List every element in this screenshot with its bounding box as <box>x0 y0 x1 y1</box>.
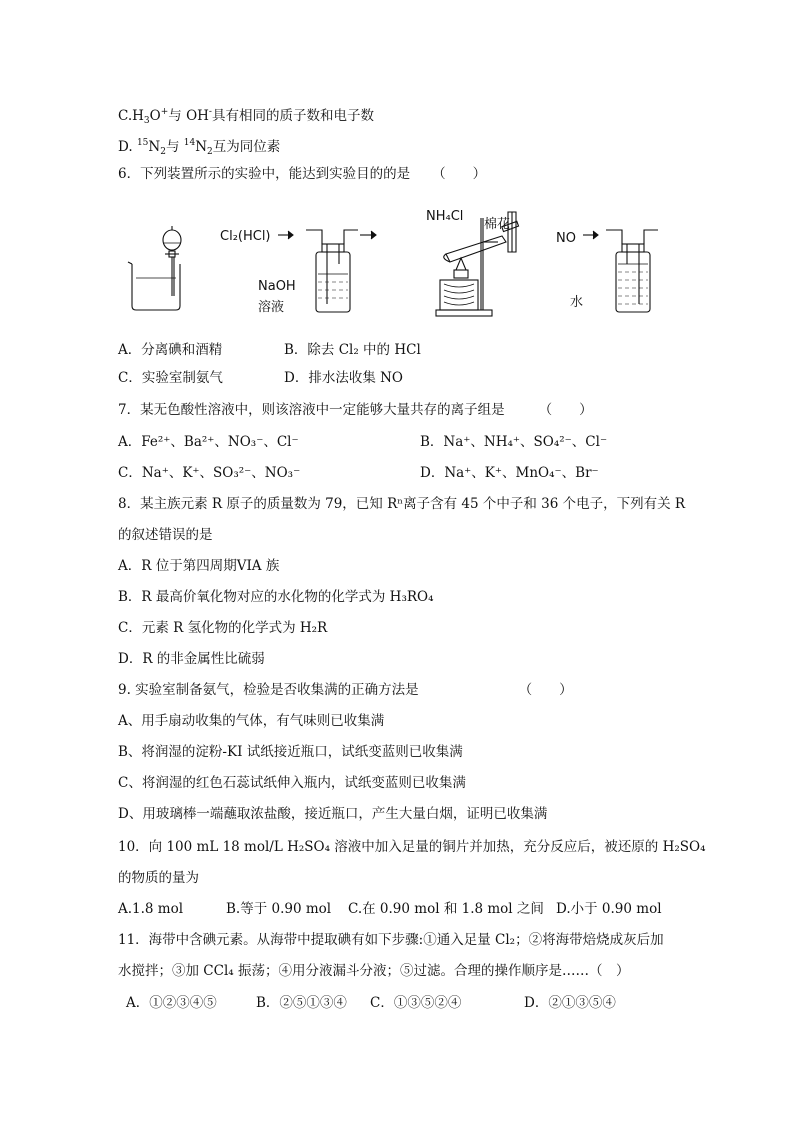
q6-option-a: A．分离碘和酒精 <box>118 342 223 358</box>
q5-option-d: D. $^{15}N_2$与 $^{14}N_2$互为同位素 <box>118 138 281 157</box>
q5-option-c: $C.H_3O^+$与 OH-具有相同的质子数和电子数 <box>118 107 374 126</box>
q11-stem-line-1: 11．海带中含碘元素。从海带中提取碘有如下步骤:①通入足量 Cl₂；②将海带焙烧成灰后加 <box>118 932 664 948</box>
q11-stem-line-2: 水搅拌；③加 CCl₄ 振荡；④用分液漏斗分液；⑤过滤。合理的操作顺序是……（ ） <box>118 963 630 979</box>
label-naoh: NaOH <box>258 279 296 294</box>
q11-option-d: D．②①③⑤④ <box>524 995 616 1011</box>
q7-option-c: C．Na⁺、K⁺、SO₃²⁻、NO₃⁻ <box>118 465 301 481</box>
gas-washing-bottle-naoh <box>278 230 376 312</box>
q6-option-b: B．除去 Cl₂ 中的 HCl <box>284 342 421 358</box>
q6-stem: 6．下列装置所示的实验中，能达到实验目的的是 （ ） <box>118 166 487 182</box>
q9-option-b: B、将润湿的淀粉-KI 试纸接近瓶口，试纸变蓝则已收集满 <box>118 744 463 760</box>
q10-options-row <box>118 899 678 919</box>
label-nh4cl: NH₄Cl <box>426 209 464 224</box>
q7-option-a: A．Fe²⁺、Ba²⁺、NO₃⁻、Cl⁻ <box>118 434 299 450</box>
q9-option-d: D、用玻璃棒一端蘸取浓盐酸，接近瓶口，产生大量白烟，证明已收集满 <box>118 806 548 822</box>
separatory-funnel-apparatus <box>128 226 181 310</box>
q6-option-c: C．实验室制氨气 <box>118 370 223 386</box>
q8-option-d: D．R 的非金属性比硫弱 <box>118 651 265 667</box>
q7-options-row-1 <box>118 432 678 452</box>
q6-option-d: D．排水法收集 NO <box>284 370 403 386</box>
q7-option-d: D．Na⁺、K⁺、MnO₄⁻、Br⁻ <box>420 465 599 481</box>
q8-stem-line-2: 的叙述错误的是 <box>118 527 213 543</box>
q6-options-row-1 <box>118 340 678 360</box>
q8-option-c: C．元素 R 氢化物的化学式为 H₂R <box>118 620 328 636</box>
gas-collection-bottle-no <box>583 230 658 312</box>
q7-option-b: B．Na⁺、NH₄⁺、SO₄²⁻、Cl⁻ <box>420 434 608 450</box>
q6-answer-blank: （ ） <box>432 166 487 182</box>
q11-option-a: A．①②③④⑤ <box>126 995 217 1011</box>
label-no: NO <box>556 231 576 246</box>
q9-option-a: A、用手扇动收集的气体，有气味则已收集满 <box>118 713 385 729</box>
q7-stem: 7．某无色酸性溶液中，则该溶液中一定能够大量共存的离子组是 （ ） <box>118 402 593 418</box>
label-water: 水 <box>570 295 584 310</box>
q10-stem-line-2: 的物质的量为 <box>118 870 199 886</box>
q7-answer-blank: （ ） <box>538 402 593 418</box>
label-solution: 溶液 <box>258 300 285 315</box>
q10-option-d: D.小于 0.90 mol <box>556 901 662 917</box>
q10-option-a: A.1.8 mol <box>118 901 184 917</box>
q11-option-b: B．②⑤①③④ <box>256 995 347 1011</box>
q6-options-row-2 <box>118 368 678 388</box>
q9-option-c: C、将润湿的红色石蕊试纸伸入瓶内，试纸变蓝则已收集满 <box>118 775 466 791</box>
q10-option-b: B.等于 0.90 mol <box>226 901 332 917</box>
q10-option-c: C.在 0.90 mol 和 1.8 mol 之间 <box>348 901 544 917</box>
q11-options-row <box>118 993 678 1013</box>
q8-option-a: A．R 位于第四周期VIA 族 <box>118 558 280 574</box>
q9-answer-blank: （ ） <box>518 682 573 698</box>
q8-option-b: B．R 最高价氧化物对应的水化物的化学式为 H₃RO₄ <box>118 589 434 605</box>
label-cotton: 棉花 <box>484 217 511 232</box>
q8-stem-line-1: 8．某主族元素 R 原子的质量数为 79，已知 Rⁿ离子含有 45 个中子和 36 个电子，下列有关 R <box>118 496 686 512</box>
q10-stem-line-1: 10．向 100 mL 18 mol/L H₂SO₄ 溶液中加入足量的铜片并加热，充分反应后，被还原的 H₂SO₄ <box>118 839 706 855</box>
q9-stem: 9. 实验室制备氨气，检验是否收集满的正确方法是 （ ） <box>118 682 573 698</box>
label-cl2-hcl: Cl₂(HCl) <box>220 229 271 244</box>
q7-options-row-2 <box>118 463 678 483</box>
q11-option-c: C．①③⑤②④ <box>370 995 462 1011</box>
q6-apparatus-diagram <box>118 198 678 328</box>
